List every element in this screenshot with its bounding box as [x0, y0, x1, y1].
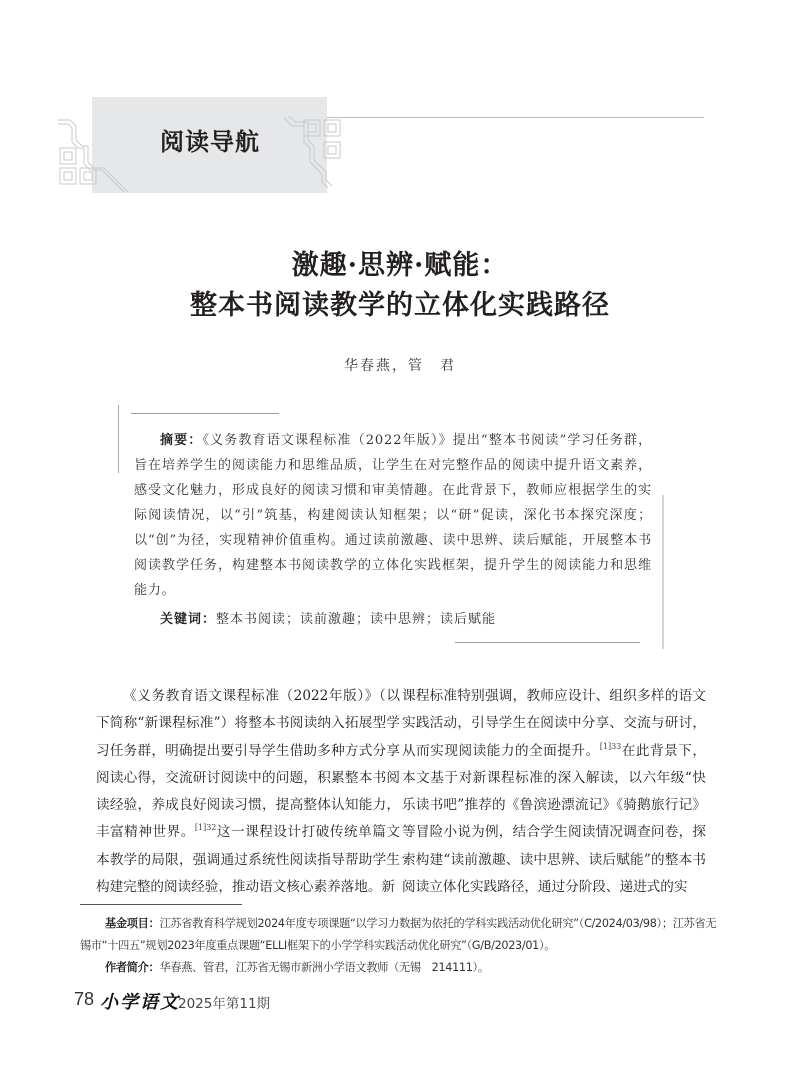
body-column-left: [96, 683, 400, 901]
citation: [1]33: [599, 741, 622, 751]
article-title-line1: 激趣·思辨·赋能：: [291, 250, 509, 281]
body-paragraph: [402, 683, 706, 901]
body-text: 《义务教育语文课程标准（2022年版）》（以下简称“新课程标准”）将整本书阅读纳入拓展型学习任务群，明确提出要引导学生借助多种方式分享阅读心得，交流研讨阅读中的问题，积累整本书阅读经验，养成良好阅读习惯，提高整体认知能力，丰富精神世界。: [96, 688, 400, 841]
right-fret-ornament-icon: [282, 112, 352, 190]
abstract-label: 摘要：: [160, 433, 203, 448]
citation: [1]32: [194, 823, 217, 833]
author-note-text: 华春燕、管君，江苏省无锡市新洲小学语文教师（无锡 214111）。: [159, 961, 489, 974]
fund-text: 江苏省教育科学规划2024年度专项课题“以学习力数据为依托的学科实践活动优化研究”（C/2024/03/98）；江苏省无锡市“十四五”规划2023年度重点课题“ELLI框架下的小学学科实践活动优化研究”（G/B/2023/01）。: [80, 917, 717, 952]
keywords-text: 整本书阅读；读前激趣；读中思辨；读后赋能: [216, 612, 497, 627]
author-note: [80, 957, 720, 979]
section-title: 阅读导航: [160, 127, 260, 156]
keywords-label: 关键词：: [160, 612, 217, 627]
header-rule: [327, 117, 704, 118]
body-column-right: [402, 683, 706, 901]
author-note-label: 作者简介：: [105, 961, 160, 974]
left-fret-ornament-icon: [58, 118, 138, 196]
page-number: 78: [74, 989, 95, 1009]
footnotes: [80, 913, 720, 979]
issue-label: 2025年第11期: [178, 996, 271, 1012]
abstract-right-border: [662, 495, 664, 649]
abstract-text: 《义务教育语文课程标准（2022年版）》提出“整本书阅读”学习任务群，旨在培养学生的阅读能力和思维品质，让学生在对完整作品的阅读中提升语文素养，感受文化魅力，形成良好的阅读习惯和审美情趣。在此背景下，教师应根据学生的实际阅读情况，以“引”筑基，构建阅读认知框架；以“研”促读，深化书本探究深度；以“创”为径，实现精神价值重构。通过读前激趣、读中思辨、读后赋能，开展整本书阅读教学任务，构建整本书阅读教学的立体化实践框架，提升学生的阅读能力和思维能力。: [134, 433, 652, 598]
fund-label: 基金项目：: [105, 917, 160, 930]
body-text: 在此背景下，本文基于对新课程标准的深入解读，以六年级“快乐读书吧”推荐的《鲁滨逊漂流记》《骑鹅旅行记》等冒险小说为例，结合学生阅读情况调查问卷，探索构建“读前激趣、读中思辨、读后赋能”的整本书阅读立体化实践路径，通过分阶段、递进式的实: [402, 742, 707, 896]
abstract-bottom-rule: [455, 642, 640, 643]
fund-note: [80, 913, 720, 957]
keywords: [160, 608, 496, 627]
footnote-rule: [80, 904, 242, 905]
article-title-line2: 整本书阅读教学的立体化实践路径: [190, 290, 610, 321]
journal-logo: 小学语文: [100, 992, 180, 1013]
body-text: 这一课程设计打破传统单篇文本教学的局限，强调通过系统性阅读指导帮助学生构建完整的阅读经验，推动语文核心素养落地。新: [96, 824, 401, 896]
body-paragraph: [96, 683, 400, 901]
abstract-left-border: [118, 405, 119, 473]
abstract: [134, 428, 652, 603]
body-text: 课程标准特别强调，教师应设计、组织多样的语文实践活动，引导学生在阅读中分享、交流与研讨，从而实现阅读能力的全面提升。: [402, 688, 706, 759]
abstract-top-rule: [131, 413, 279, 414]
article-authors: 华春燕，管 君: [344, 358, 456, 374]
